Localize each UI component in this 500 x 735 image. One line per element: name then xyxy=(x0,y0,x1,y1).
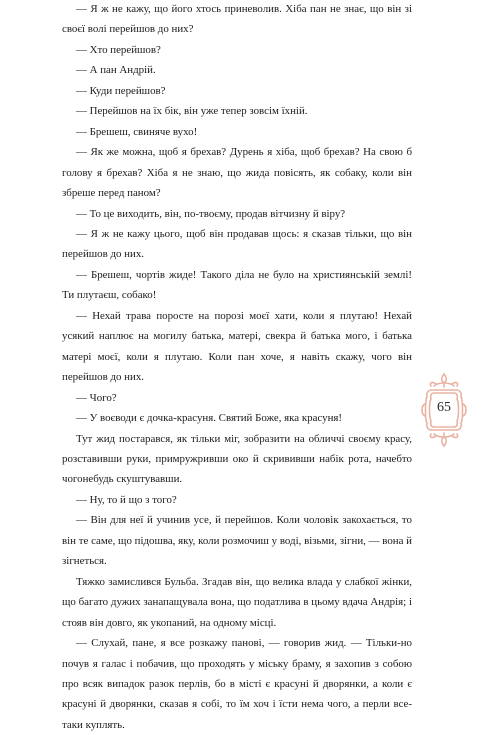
paragraph: — Чого? xyxy=(76,391,117,404)
body-text xyxy=(62,0,412,735)
paragraph: — Брешеш, чортів жиде! Такого діла не було на християнській землі! Ти плутаєш, собако! xyxy=(62,268,412,302)
paragraph: — Хто перейшов? xyxy=(76,43,161,56)
paragraph: — Я ж не кажу цього, щоб він продавав щось: я сказав тільки, що він перейшов до них. xyxy=(62,227,412,261)
paragraph: — Як же можна, щоб я брехав? Дурень я хіба, щоб брехав? На свою б голову я брехав? Хіба я не знаю, що жида повісять, як собаку, коли він збреше перед паном? xyxy=(62,146,412,200)
paragraph: — Куди перейшов? xyxy=(76,84,166,97)
paragraph: — Перейшов на їх бік, він уже тепер зовсім їхній. xyxy=(76,105,308,118)
paragraph: — То це виходить, він, по-твоєму, продав вітчизну й віру? xyxy=(76,207,346,220)
paragraph: — Нехай трава поросте на порозі моєї хати, коли я плутаю! Нехай усякий наплює на могилу батька, матері, свекра й батька мого, і батька матері моєї, коли я плутаю. Коли пан хоче, я навіть скажу, чого він перейшов до них. xyxy=(62,309,412,384)
page-number-ornament xyxy=(420,372,468,448)
paragraph: — У воєводи є дочка-красуня. Святий Боже, яка красуня! xyxy=(76,412,343,425)
paragraph: — Ну, то й що з того? xyxy=(76,493,177,506)
paragraph: Тут жид постарався, як тільки міг, зобразити на обличчі своєму красу, розставивши руки, примружривши око й скрививши набік рота, начебто чогонебудь скуштувавши. xyxy=(62,432,412,486)
paragraph: — Він для неї й учинив усе, й перейшов. Коли чоловік закохається, то він те саме, що підошва, яку, коли розмочиш у воді, візьми, зігни, — вона й зігнеться. xyxy=(62,514,412,568)
paragraph: Тяжко замислився Бульба. Згадав він, що велика влада у слабкої жінки, що багато дужих занапащувала вона, що податлива в цьому вдача Андрія; і стояв він довго, як укопаний, на одному місці. xyxy=(62,575,412,629)
paragraph: — Брешеш, свиняче вухо! xyxy=(76,125,198,138)
paragraph: — Слухай, пане, я все розкажу панові, — говорив жид. — Тільки-но почув я галас і побачив, що проходять у міську браму, я захопив з собою про всяк випадок разок перлів, бо в місті є красуні й дворянки, а коли є красуні й дворянки, сказав я собі, то їм хоч і їсти нема чого, а перли все-таки куплять. xyxy=(62,637,412,731)
paragraph: — А пан Андрій. xyxy=(76,64,156,77)
page-number: 65 xyxy=(437,400,451,415)
paragraph: — Я ж не кажу, що його хтось приневолив. Хіба пан не знає, що він зі своєї волі перейшов до них? xyxy=(62,3,412,36)
